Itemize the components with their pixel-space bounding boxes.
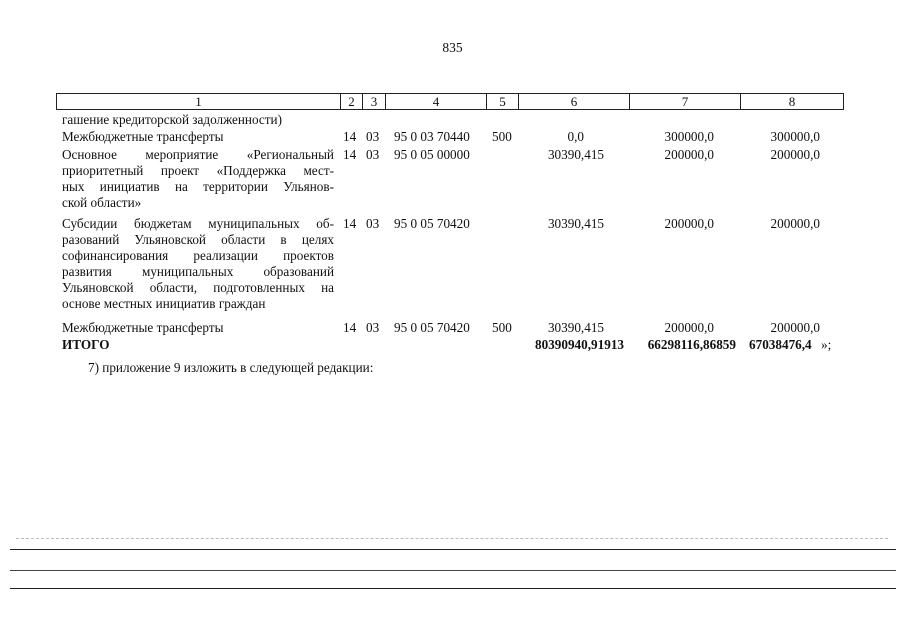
column-header-7: 7 xyxy=(629,93,741,110)
row-amount-2: 200000,0 xyxy=(664,320,714,335)
page-number: 835 xyxy=(442,40,463,55)
column-header-4: 4 xyxy=(385,93,487,110)
column-header-1: 1 xyxy=(56,93,341,110)
row-desc-line: софинансирования реализации проектов xyxy=(62,248,334,263)
table-row-desc xyxy=(62,112,334,128)
row-subchapter: 03 xyxy=(366,320,380,335)
row-target-code: 95 0 03 70440 xyxy=(394,129,470,144)
scan-line xyxy=(10,570,896,571)
row-amount-3: 200000,0 xyxy=(770,147,820,162)
row-desc-line: ных инициатив на территории Ульянов- xyxy=(62,179,334,194)
row-amount-1: 30390,415 xyxy=(547,147,604,162)
row-amount-3: 300000,0 xyxy=(770,129,820,144)
row-desc-line: приоритетный проект «Поддержка мест- xyxy=(62,163,334,178)
row-desc-line: Межбюджетные трансферты xyxy=(62,129,224,144)
row-target-code: 95 0 05 70420 xyxy=(394,216,470,231)
column-header-3: 3 xyxy=(362,93,386,110)
row-chapter: 14 xyxy=(343,129,357,144)
scan-line xyxy=(10,549,896,550)
row-amount-1: 0,0 xyxy=(567,129,584,144)
row-amount-2: 200000,0 xyxy=(664,147,714,162)
table-row-desc xyxy=(62,129,334,145)
row-desc-line: Субсидии бюджетам муниципальных об- xyxy=(62,216,334,231)
row-desc-line: основе местных инициатив граждан xyxy=(62,296,266,311)
row-expense-type: 500 xyxy=(492,320,512,335)
row-amount-2: 300000,0 xyxy=(664,129,714,144)
row-chapter: 14 xyxy=(343,147,357,162)
total-amount-1: 80390940,91913 xyxy=(534,337,624,352)
row-expense-type: 500 xyxy=(492,129,512,144)
row-chapter: 14 xyxy=(343,216,357,231)
row-amount-1: 30390,415 xyxy=(547,216,604,231)
row-desc-line: ской области» xyxy=(62,195,142,210)
row-target-code: 95 0 05 00000 xyxy=(394,147,470,162)
row-amount-3: 200000,0 xyxy=(770,320,820,335)
row-chapter: 14 xyxy=(343,320,357,335)
row-desc-line: развития муниципальных образований xyxy=(62,264,334,279)
total-closing-quote: »; xyxy=(821,337,832,352)
scan-line xyxy=(16,538,888,539)
row-desc-line: Ульяновской области, подготовленных на xyxy=(62,280,334,295)
scan-line xyxy=(10,588,896,589)
row-amount-3: 200000,0 xyxy=(770,216,820,231)
column-header-5: 5 xyxy=(486,93,519,110)
column-header-8: 8 xyxy=(740,93,844,110)
table-row-desc xyxy=(62,147,334,211)
row-desc-line: Межбюджетные трансферты xyxy=(62,320,224,335)
column-header-2: 2 xyxy=(340,93,363,110)
row-amount-1: 30390,415 xyxy=(547,320,604,335)
table-row-desc xyxy=(62,320,334,336)
total-amount-3: 67038476,4 xyxy=(749,337,812,352)
row-subchapter: 03 xyxy=(366,216,380,231)
row-desc-line: разований Ульяновской области в целях xyxy=(62,232,334,247)
row-desc-line: Основное мероприятие «Региональный xyxy=(62,147,334,162)
row-subchapter: 03 xyxy=(366,129,380,144)
total-amount-2: 66298116,86859 xyxy=(647,337,736,352)
row-subchapter: 03 xyxy=(366,147,380,162)
row-desc-line: гашение кредиторской задолженности) xyxy=(62,112,282,127)
amendment-note: 7) приложение 9 изложить в следующей редакции: xyxy=(88,360,374,375)
table-row-desc xyxy=(62,216,334,312)
column-header-6: 6 xyxy=(518,93,630,110)
row-target-code: 95 0 05 70420 xyxy=(394,320,470,335)
total-label: ИТОГО xyxy=(62,337,110,352)
row-amount-2: 200000,0 xyxy=(664,216,714,231)
